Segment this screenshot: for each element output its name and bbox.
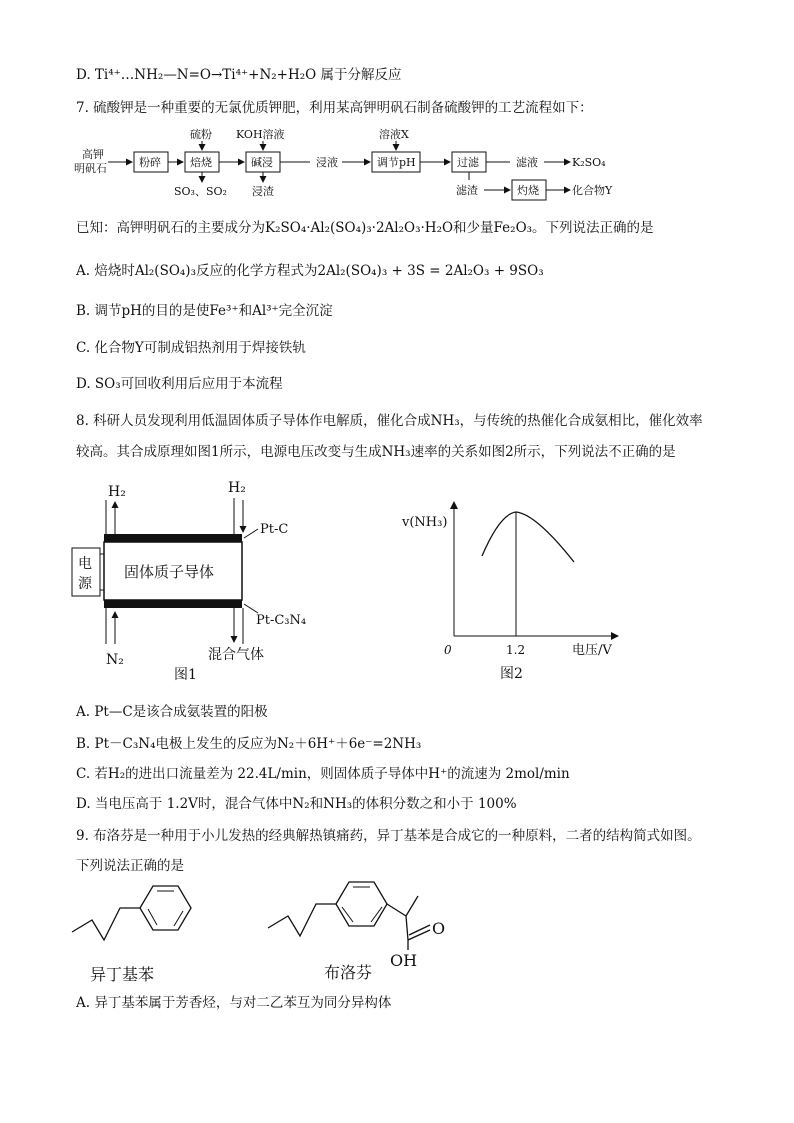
ibuprofen-isobutyl-chain bbox=[268, 904, 336, 936]
hydroxyl-label: OH bbox=[390, 951, 418, 970]
raw-material-line2: 明矾石 bbox=[74, 162, 107, 175]
q7-option-a: A. 焙烧时Al₂(SO₄)₃反应的化学方程式为2Al₂(SO₄)₃ + 3S = 2Al₂O₃ + 9SO₃ bbox=[76, 263, 544, 279]
box-filter: 过滤 bbox=[457, 156, 479, 169]
pt-c3n4-label: Pt-C₃N₄ bbox=[256, 613, 307, 628]
box-roast: 焙烧 bbox=[190, 156, 212, 169]
output-gas: SO₃、SO₂ bbox=[174, 185, 227, 198]
input-solution-x: 溶液X bbox=[379, 128, 409, 141]
box-alkali-leach: 碱浸 bbox=[251, 156, 273, 169]
mixed-gas-label: 混合气体 bbox=[208, 647, 264, 663]
q9-stem-line1: 9. 布洛芬是一种用于小儿发热的经典解热镇痛药，异丁基苯是合成它的一种原料，二者的结构简式如图。 bbox=[76, 828, 701, 844]
leachate-label: 浸液 bbox=[316, 156, 338, 169]
conductor-label: 固体质子导体 bbox=[124, 563, 215, 581]
q7-known: 已知：高钾明矾石的主要成分为K₂SO₄·Al₂(SO₄)₃·2Al₂O₃·H₂O和少量Fe₂O₃。下列说法正确的是 bbox=[76, 220, 654, 236]
q8-option-c: C. 若H₂的进出口流量差为 22.4L/min，则固体质子导体中H⁺的流速为 2mol/min bbox=[76, 766, 570, 782]
q8-figure1-device bbox=[68, 476, 328, 686]
benzene-ring-1 bbox=[140, 886, 191, 930]
figure1-caption: 图1 bbox=[174, 667, 197, 683]
tick-1-2: 1.2 bbox=[506, 643, 526, 657]
pt-c3n4-electrode bbox=[104, 600, 242, 608]
q7-option-c: C. 化合物Y可制成铝热剂用于焊接铁轨 bbox=[76, 340, 306, 356]
rate-curve bbox=[482, 512, 574, 562]
y-axis-label: v(NH₃) bbox=[402, 515, 448, 530]
q7-option-d: D. SO₃可回收利用后应用于本流程 bbox=[76, 376, 283, 392]
filtrate-label: 滤液 bbox=[516, 156, 538, 169]
h2-left-label: H₂ bbox=[108, 484, 126, 500]
q6-option-d: D. Ti⁴⁺…NH₂—N=O→Ti⁴⁺+N₂+H₂O 属于分解反应 bbox=[76, 67, 402, 83]
n2-label: N₂ bbox=[106, 652, 124, 668]
box-crush: 粉碎 bbox=[139, 156, 161, 169]
q8-stem-line2: 较高。其合成原理如图1所示，电源电压改变与生成NH₃速率的关系如图2所示，下列说法不正确的是 bbox=[76, 444, 676, 460]
ibuprofen-name: 布洛芬 bbox=[324, 963, 373, 982]
input-sulfur: 硫粉 bbox=[190, 128, 212, 141]
carbonyl-o-label: O bbox=[432, 919, 446, 938]
compound-y-label: 化合物Y bbox=[572, 184, 613, 197]
box-adjust-ph: 调节pH bbox=[377, 156, 416, 169]
product-k2so4: K₂SO₄ bbox=[572, 156, 606, 169]
pt-c-electrode bbox=[104, 534, 242, 542]
isobutyl-chain bbox=[72, 908, 140, 940]
q9-stem-line2: 下列说法正确的是 bbox=[76, 858, 184, 874]
benzene-ring-2 bbox=[336, 882, 387, 926]
q7-flow-diagram bbox=[70, 122, 630, 204]
power-label-1: 电 bbox=[78, 556, 92, 572]
q8-option-a: A. Pt—C是该合成氨装置的阳极 bbox=[76, 704, 268, 720]
raw-material-line1: 高钾 bbox=[82, 148, 104, 161]
q7-option-b: B. 调节pH的目的是使Fe³⁺和Al³⁺完全沉淀 bbox=[76, 303, 333, 319]
q8-stem-line1: 8. 科研人员发现利用低温固体质子导体作电解质，催化合成NH₃，与传统的热催化合成氨相比，催化效率 bbox=[76, 413, 703, 429]
q9-structures bbox=[68, 880, 468, 990]
q7-stem: 7. 硫酸钾是一种重要的无氯优质钾肥，利用某高钾明矾石制备硫酸钾的工艺流程如下： bbox=[76, 100, 593, 116]
q8-option-d: D. 当电压高于 1.2V时，混合气体中N₂和NH₃的体积分数之和小于 100% bbox=[76, 796, 517, 812]
q9-option-a: A. 异丁基苯属于芳香烃，与对二乙苯互为同分异构体 bbox=[76, 995, 392, 1011]
isobutylbenzene-name: 异丁基苯 bbox=[90, 965, 155, 984]
x-axis-label: 电压/V bbox=[572, 643, 612, 658]
output-residue: 浸渣 bbox=[252, 185, 274, 198]
origin-label: 0 bbox=[444, 643, 452, 657]
filter-residue-label: 滤渣 bbox=[456, 184, 478, 197]
power-label-2: 源 bbox=[78, 576, 92, 592]
q8-figure2-graph bbox=[396, 496, 626, 686]
input-koh: KOH溶液 bbox=[236, 128, 285, 141]
pt-c-label: Pt-C bbox=[260, 522, 289, 537]
box-calcine: 灼烧 bbox=[517, 184, 539, 197]
q8-option-b: B. Pt－C₃N₄电极上发生的反应为N₂＋6H⁺＋6e⁻=2NH₃ bbox=[76, 736, 422, 752]
figure2-caption: 图2 bbox=[500, 666, 523, 682]
h2-right-label: H₂ bbox=[228, 480, 246, 496]
